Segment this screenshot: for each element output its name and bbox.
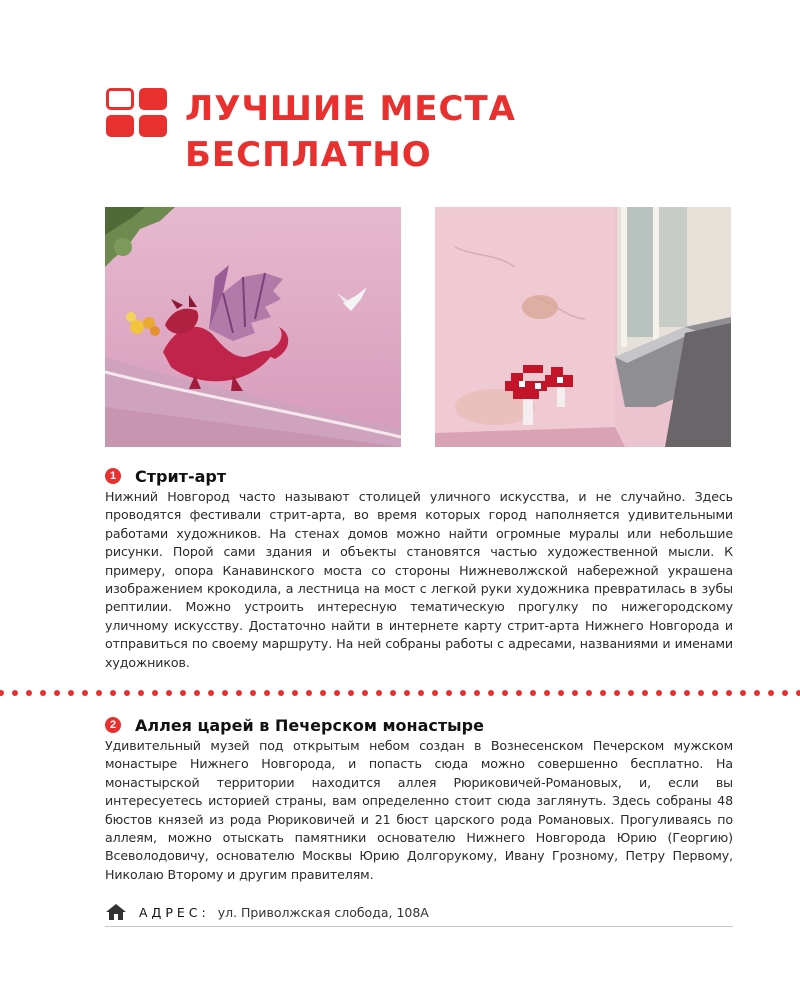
- divider-dot: [768, 690, 774, 696]
- divider-dot: [614, 690, 620, 696]
- divider-dot: [656, 690, 662, 696]
- section-title: Аллея царей в Печерском монастыре: [135, 715, 484, 735]
- divider-dot: [40, 690, 46, 696]
- divider-dot: [222, 690, 228, 696]
- divider-dot: [12, 690, 18, 696]
- divider-dot: [236, 690, 242, 696]
- section-number-badge: 1: [105, 468, 121, 484]
- divider-dot: [432, 690, 438, 696]
- divider-dot: [698, 690, 704, 696]
- divider-dot: [404, 690, 410, 696]
- section-heading: [105, 465, 733, 487]
- divider-dot: [166, 690, 172, 696]
- logo-squares-icon: [106, 88, 168, 138]
- section-street-art: [105, 465, 733, 672]
- house-icon: [105, 903, 127, 921]
- divider-dot: [26, 690, 32, 696]
- section-text: Удивительный музей под открытым небом создан в Вознесенском Печерском мужском монастыре Нижнего Новгорода, и попасть сюда можно совершенно бесплатно. На монастырской территории находится аллея Рюриковичей-Романовых, и, если вы интересуетесь историей страны, вам определенно стоит сюда заглянуть. Здесь собраны 48 бюстов князей из рода Рюриковичей и 21 бюст царского рода Романовых. Прогуливаясь по аллеям, можно отыскать памятники основателю Нижнего Новгорода Юрию (Георгию) Всеволодовичу, основателю Москвы Юрию Долгорукому, Ивану Грозному, Петру Первому, Николаю Второму и другим правителям.: [105, 738, 733, 882]
- divider-dot: [348, 690, 354, 696]
- dragon-mural-photo: [105, 207, 401, 447]
- divider-dot: [740, 690, 746, 696]
- divider-dot: [530, 690, 536, 696]
- divider-dot: [418, 690, 424, 696]
- divider-dot: [460, 690, 466, 696]
- page-title: [185, 86, 516, 178]
- section-title: Стрит-арт: [135, 466, 227, 486]
- section-tsars-alley: [105, 714, 733, 884]
- section-number-badge: 2: [105, 717, 121, 733]
- divider-dot: [586, 690, 592, 696]
- divider-dot: [572, 690, 578, 696]
- divider-dot: [726, 690, 732, 696]
- divider-dot: [306, 690, 312, 696]
- divider-dot: [194, 690, 200, 696]
- divider-dot: [446, 690, 452, 696]
- divider-dot: [712, 690, 718, 696]
- divider-dot: [292, 690, 298, 696]
- divider-dot: [334, 690, 340, 696]
- divider-dot: [82, 690, 88, 696]
- section-text: Нижний Новгород часто называют столицей уличного искусства, и не случайно. Здесь проводятся фестивали стрит-арта, во время которых город наполняется удивительными работами художников. На стенах домов можно найти огромные муралы или небольшие рисунки. Порой сами здания и объекты становятся частью художественной мысли. К примеру, опора Канавинского моста со стороны Нижневолжской набережной украшена изображением крокодила, а лестница на мост с легкой руки художника превратилась в зубы рептилии. Можно устроить интересную тематическую прогулку по нижегородскому уличному искусству. Достаточно найти в интернете карту стрит-арта Нижнего Новгорода и отправиться по своему маршруту. На ней собраны работы с адресами, названиями и именами художников.: [105, 489, 733, 670]
- divider-dot: [628, 690, 634, 696]
- divider-dot: [600, 690, 606, 696]
- divider-dot: [96, 690, 102, 696]
- section-heading: [105, 714, 733, 736]
- address-value: ул. Приволжская слобода, 108А: [217, 904, 429, 920]
- divider-dot: [390, 690, 396, 696]
- address-label: АДРЕС:: [139, 904, 210, 920]
- divider-dot: [544, 690, 550, 696]
- divider-dot: [684, 690, 690, 696]
- divider-dot: [502, 690, 508, 696]
- divider-dot: [670, 690, 676, 696]
- divider-dot: [278, 690, 284, 696]
- divider-dot: [474, 690, 480, 696]
- divider-dot: [376, 690, 382, 696]
- divider-dot: [642, 690, 648, 696]
- divider-dot: [782, 690, 788, 696]
- divider-dot: [264, 690, 270, 696]
- title-line-1: ЛУЧШИЕ МЕСТА: [185, 89, 516, 129]
- divider-dot: [558, 690, 564, 696]
- divider-dot: [138, 690, 144, 696]
- divider-dot: [488, 690, 494, 696]
- divider-dot: [54, 690, 60, 696]
- divider-dot: [208, 690, 214, 696]
- divider-dot: [320, 690, 326, 696]
- title-line-2: БЕСПЛАТНО: [185, 135, 432, 175]
- address-line: [105, 902, 733, 927]
- divider-dot: [516, 690, 522, 696]
- divider-dot: [362, 690, 368, 696]
- divider-dot: [796, 690, 800, 696]
- divider-dot: [250, 690, 256, 696]
- mushroom-art-photo: [435, 207, 731, 447]
- divider-dot: [180, 690, 186, 696]
- divider-dot: [124, 690, 130, 696]
- divider-dot: [754, 690, 760, 696]
- divider-dot: [110, 690, 116, 696]
- divider-dot: [0, 690, 4, 696]
- dotted-divider: [0, 690, 800, 698]
- divider-dot: [152, 690, 158, 696]
- divider-dot: [68, 690, 74, 696]
